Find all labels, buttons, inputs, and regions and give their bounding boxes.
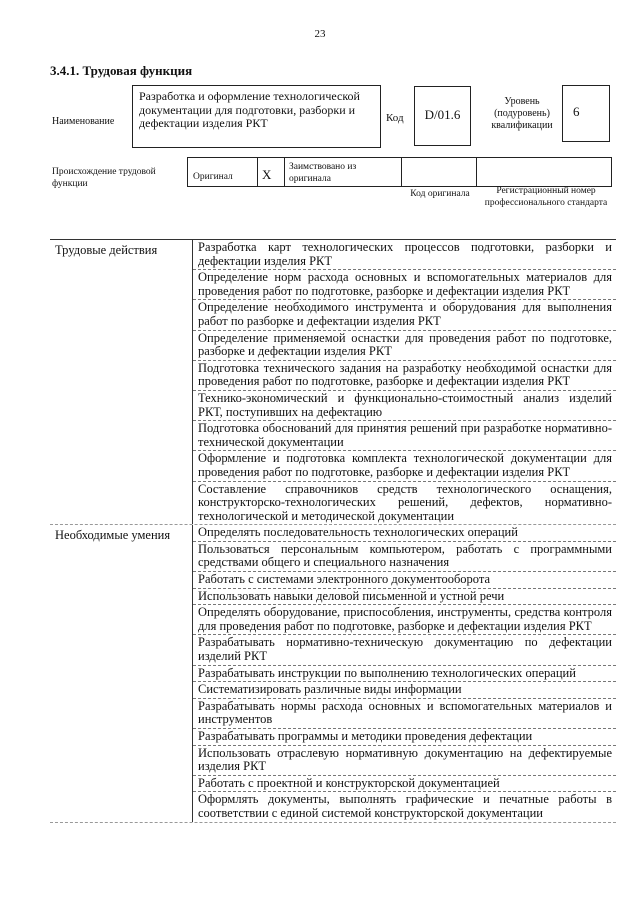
skill-item: Определять последовательность технологических операций	[193, 525, 616, 542]
group-label-skills: Необходимые умения	[50, 525, 193, 821]
skill-item: Использовать навыки деловой письменной и устной речи	[193, 589, 616, 606]
action-item: Технико-экономический и функционально-стоимостный анализ изделий РКТ, поступивших на дефектацию	[193, 391, 616, 421]
reg-number-label: Регистрационный номер профессионального стандарта	[484, 186, 608, 208]
skill-item: Работать с системами электронного документооборота	[193, 572, 616, 589]
action-item: Подготовка технического задания на разработку необходимой оснастки для проведения работ по подготовке, разборке и дефектации изделия РКТ	[193, 361, 616, 391]
section-title: 3.4.1. Трудовая функция	[50, 63, 193, 78]
code-original-label: Код оригинала	[410, 189, 470, 199]
level-value: 6	[573, 104, 580, 119]
code-value: D/01.6	[424, 107, 461, 122]
action-item: Составление справочников средств технологического оснащения, конструкторско-технологических решений, дефектов, нормативно-технологической и методической документации	[198, 481, 612, 523]
skill-item: Разрабатывать нормы расхода основных и вспомогательных материалов и инструментов	[193, 699, 616, 729]
skill-item: Использовать отраслевую нормативную документацию на дефектируемые изделия РКТ	[193, 746, 616, 776]
skill-item: Определять оборудование, приспособления, инструменты, средства контроля для проведения работ по подготовке, разборке и дефектации изделия РКТ	[193, 605, 616, 635]
group-labor-actions	[50, 239, 616, 525]
origin-divider-3	[401, 157, 402, 187]
function-name-value: Разработка и оформление технологической документации для подготовки, разборки и дефектации изделия РКТ	[139, 89, 360, 130]
action-item: Определение необходимого инструмента и оборудования для выполнения работ по разборке и дефектации изделия РКТ	[193, 300, 616, 330]
page-number: 23	[314, 28, 326, 40]
code-label: Код	[386, 112, 404, 124]
skill-item: Разрабатывать нормативно-техническую документацию по дефектации изделий РКТ	[193, 635, 616, 665]
origin-divider-4	[476, 157, 477, 187]
function-name-box	[132, 85, 381, 148]
action-item: Определение применяемой оснастки для проведения работ по подготовке, разборке и дефектации изделия РКТ	[193, 331, 616, 361]
group-label-actions: Трудовые действия	[50, 240, 193, 524]
origin-divider-1	[257, 157, 258, 187]
level-label: Уровень (подуровень) квалификации	[491, 96, 553, 131]
skill-item: Оформлять документы, выполнять графические и печатные работы в соответствии с единой системой конструкторской документации	[198, 792, 612, 820]
skill-item: Систематизировать различные виды информации	[193, 682, 616, 699]
action-item: Разработка карт технологических процессов подготовки, разборки и дефектации изделия РКТ	[193, 240, 616, 270]
action-item: Оформление и подготовка комплекта технологической документации для проведения работ по подготовке, разборке и дефектации изделия РКТ	[193, 451, 616, 481]
code-box	[414, 86, 471, 146]
original-label: Оригинал	[193, 172, 233, 182]
skill-item: Разрабатывать программы и методики проведения дефектации	[193, 729, 616, 746]
origin-label: Происхождение трудовой функции	[52, 167, 156, 189]
actions-list	[193, 240, 616, 524]
skill-item: Пользоваться персональным компьютером, работать с программными средствами общего и специального назначения	[193, 542, 616, 572]
skill-item: Работать с проектной и конструкторской документацией	[193, 776, 616, 793]
skills-list	[193, 525, 616, 821]
labor-function-table	[50, 239, 616, 823]
action-item: Определение норм расхода основных и вспомогательных материалов для проведения работ по подготовке, разборке и дефектации изделия РКТ	[193, 270, 616, 300]
action-item: Подготовка обоснований для принятия решений при разработке нормативно-технической документации	[193, 421, 616, 451]
origin-box	[187, 157, 612, 187]
origin-divider-2	[284, 157, 285, 187]
borrowed-label: Заимствовано из оригинала	[289, 162, 357, 184]
name-label: Наименование	[52, 116, 115, 127]
group-required-skills	[50, 525, 616, 822]
original-mark: X	[262, 167, 272, 182]
skill-item: Разрабатывать инструкции по выполнению технологических операций	[193, 666, 616, 683]
level-box	[562, 85, 610, 142]
